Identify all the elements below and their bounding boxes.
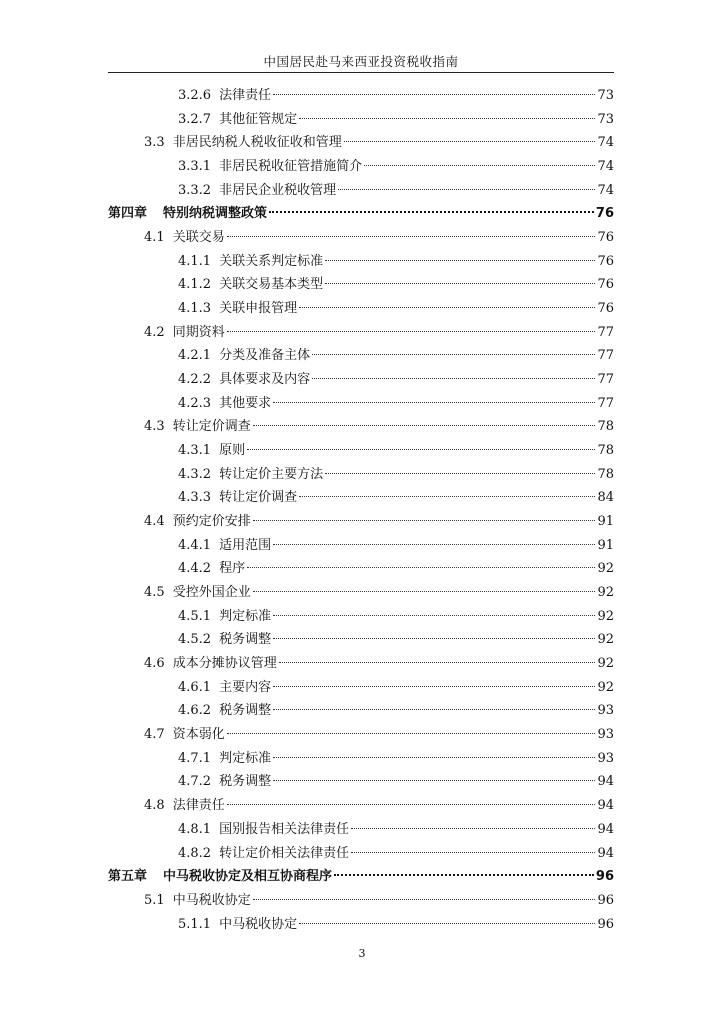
toc-entry-number: 4.1	[144, 230, 165, 246]
page-header-title: 中国居民赴马来西亚投资税收指南	[263, 54, 459, 69]
toc-entry-title: 适用范围	[219, 537, 272, 553]
toc-dot-leader	[227, 733, 596, 734]
toc-entry-page: 74	[597, 135, 614, 151]
table-of-contents	[108, 84, 614, 936]
toc-dot-leader	[227, 804, 596, 805]
toc-entry-number: 4.1.2	[178, 277, 212, 293]
toc-entry[interactable]	[108, 699, 614, 723]
toc-dot-leader	[253, 591, 596, 592]
toc-dot-leader	[299, 307, 595, 308]
toc-entry-title: 程序	[219, 561, 246, 577]
toc-entry-page: 92	[597, 679, 614, 695]
toc-dot-leader	[325, 473, 595, 474]
toc-entry-number: 4.7	[144, 727, 165, 743]
toc-entry-page: 84	[597, 490, 614, 506]
toc-entry-title: 同期资料	[172, 324, 225, 340]
toc-entry-page: 77	[597, 348, 614, 364]
toc-entry-page: 77	[597, 324, 614, 340]
toc-entry-title: 转让定价相关法律责任	[219, 845, 350, 861]
toc-dot-leader	[273, 638, 595, 639]
toc-entry[interactable]	[108, 250, 614, 274]
toc-entry-title: 关联交易基本类型	[219, 277, 324, 293]
toc-entry-title: 受控外国企业	[172, 585, 251, 601]
toc-dot-leader	[253, 899, 596, 900]
toc-dot-leader	[253, 520, 596, 521]
toc-entry[interactable]	[108, 226, 614, 250]
toc-entry-page: 92	[597, 561, 614, 577]
toc-entry-page: 74	[597, 159, 614, 175]
toc-entry-number: 4.7.2	[178, 774, 212, 790]
toc-entry[interactable]	[108, 913, 614, 937]
toc-entry-title: 判定标准	[219, 750, 272, 766]
toc-entry-number: 4.3.1	[178, 443, 212, 459]
toc-dot-leader	[269, 211, 594, 213]
toc-entry[interactable]	[108, 486, 614, 510]
toc-entry-page: 93	[597, 727, 614, 743]
toc-entry-title: 非居民纳税人税收征收和管理	[172, 135, 342, 151]
toc-entry[interactable]	[108, 842, 614, 866]
toc-entry-page: 96	[597, 916, 614, 932]
toc-entry-page: 94	[597, 774, 614, 790]
toc-dot-leader	[351, 852, 595, 853]
toc-entry-number: 4.7.1	[178, 750, 212, 766]
toc-entry-title: 关联申报管理	[219, 301, 298, 317]
toc-entry-title: 税务调整	[219, 632, 272, 648]
toc-entry-number: 4.3.3	[178, 490, 212, 506]
toc-entry-number: 4.2.2	[178, 372, 212, 388]
toc-entry-number: 3.3.1	[178, 159, 212, 175]
toc-dot-leader	[273, 544, 595, 545]
toc-entry[interactable]	[108, 155, 614, 179]
toc-dot-leader	[273, 686, 595, 687]
toc-entry-page: 92	[597, 585, 614, 601]
toc-entry-number: 4.3.2	[178, 466, 212, 482]
toc-dot-leader	[273, 402, 595, 403]
toc-entry-title: 其他要求	[219, 395, 272, 411]
toc-entry-title: 非居民企业税收管理	[219, 182, 337, 198]
toc-dot-leader	[227, 331, 596, 332]
toc-entry[interactable]	[108, 818, 614, 842]
toc-dot-leader	[299, 496, 595, 497]
toc-entry-title: 预约定价安排	[172, 514, 251, 530]
toc-entry[interactable]	[108, 344, 614, 368]
toc-dot-leader	[344, 141, 596, 142]
toc-dot-leader	[273, 615, 595, 616]
toc-dot-leader	[273, 757, 595, 758]
toc-dot-leader	[325, 260, 595, 261]
toc-entry-page: 96	[597, 892, 614, 908]
toc-entry-title: 中马税收协定	[172, 892, 251, 908]
toc-entry-title: 原则	[219, 443, 246, 459]
toc-entry[interactable]	[108, 84, 614, 108]
toc-entry-title: 转让定价主要方法	[219, 466, 324, 482]
toc-entry-number: 4.8.2	[178, 845, 212, 861]
toc-entry[interactable]	[108, 652, 614, 676]
toc-entry-page: 94	[597, 821, 614, 837]
toc-entry[interactable]	[108, 723, 614, 747]
toc-entry-number: 4.5.2	[178, 632, 212, 648]
toc-entry-title: 资本弱化	[172, 727, 225, 743]
toc-entry[interactable]	[108, 415, 614, 439]
toc-entry-page: 76	[595, 206, 614, 222]
toc-entry-number: 4.6.1	[178, 679, 212, 695]
toc-entry-number: 4.2.3	[178, 395, 212, 411]
toc-dot-leader	[253, 425, 596, 426]
toc-entry[interactable]	[108, 628, 614, 652]
toc-dot-leader	[299, 923, 595, 924]
toc-dot-leader	[247, 449, 595, 450]
toc-entry-number: 5.1.1	[178, 916, 212, 932]
toc-entry-title: 成本分摊协议管理	[172, 656, 277, 672]
toc-entry[interactable]	[108, 297, 614, 321]
toc-entry-page: 74	[597, 182, 614, 198]
toc-entry-number: 4.8	[144, 798, 165, 814]
toc-entry-title: 税务调整	[219, 703, 272, 719]
toc-entry-page: 76	[597, 301, 614, 317]
toc-dot-leader	[279, 662, 596, 663]
toc-entry-page: 96	[595, 869, 614, 885]
page-number: 3	[358, 947, 366, 960]
toc-entry-page: 91	[597, 514, 614, 530]
toc-entry[interactable]	[108, 889, 614, 913]
toc-entry-number: 4.4.2	[178, 561, 212, 577]
toc-entry-page: 93	[597, 750, 614, 766]
toc-entry-title: 关联关系判定标准	[219, 253, 324, 269]
toc-dot-leader	[338, 189, 595, 190]
toc-entry-title: 关联交易	[172, 230, 225, 246]
toc-entry-number: 4.5	[144, 585, 165, 601]
toc-entry-number: 3.3	[144, 135, 165, 151]
toc-entry-page: 73	[597, 111, 614, 127]
toc-entry-number: 3.2.6	[178, 88, 212, 103]
toc-dot-leader	[312, 378, 595, 379]
toc-entry-page: 91	[597, 537, 614, 553]
toc-entry[interactable]	[108, 557, 614, 581]
toc-entry-page: 78	[597, 466, 614, 482]
header-divider	[108, 72, 614, 73]
toc-entry-page: 94	[597, 845, 614, 861]
toc-entry-title: 转让定价调查	[172, 419, 251, 435]
toc-entry-page: 92	[597, 656, 614, 672]
toc-entry-number: 4.4.1	[178, 537, 212, 553]
toc-entry[interactable]	[108, 770, 614, 794]
toc-entry-number: 第五章	[108, 869, 148, 885]
toc-entry-page: 92	[597, 608, 614, 624]
toc-entry-page: 76	[597, 253, 614, 269]
toc-entry-title: 税务调整	[219, 774, 272, 790]
toc-entry-number: 第四章	[108, 206, 148, 222]
toc-entry-number: 4.2	[144, 324, 165, 340]
toc-entry-title: 法律责任	[219, 88, 272, 103]
toc-entry[interactable]	[108, 392, 614, 416]
toc-entry-number: 4.6	[144, 656, 165, 672]
toc-entry-page: 92	[597, 632, 614, 648]
toc-entry-title: 法律责任	[172, 798, 225, 814]
toc-entry-page: 76	[597, 230, 614, 246]
toc-dot-leader	[247, 567, 595, 568]
toc-entry-title: 特别纳税调整政策	[163, 206, 268, 222]
toc-entry-number: 5.1	[144, 892, 165, 908]
toc-entry-title: 中马税收协定及相互协商程序	[163, 869, 333, 885]
toc-entry-number: 4.1.3	[178, 301, 212, 317]
toc-entry-title: 国别报告相关法律责任	[219, 821, 350, 837]
toc-entry-title: 其他征管规定	[219, 111, 298, 127]
toc-entry-number: 3.2.7	[178, 111, 212, 127]
toc-chapter-entry[interactable]	[108, 865, 614, 889]
toc-entry[interactable]	[108, 794, 614, 818]
toc-entry-title: 具体要求及内容	[219, 372, 311, 388]
toc-entry[interactable]	[108, 108, 614, 132]
toc-entry[interactable]	[108, 463, 614, 487]
toc-entry-page: 78	[597, 419, 614, 435]
toc-entry-number: 4.6.2	[178, 703, 212, 719]
toc-entry[interactable]	[108, 368, 614, 392]
toc-entry-title: 判定标准	[219, 608, 272, 624]
toc-entry-page: 78	[597, 443, 614, 459]
toc-entry-page: 77	[597, 372, 614, 388]
toc-entry-title: 转让定价调查	[219, 490, 298, 506]
toc-entry-page: 93	[597, 703, 614, 719]
toc-dot-leader	[334, 874, 594, 876]
toc-entry-page: 73	[597, 88, 614, 103]
toc-entry-page: 76	[597, 277, 614, 293]
toc-entry[interactable]	[108, 510, 614, 534]
toc-entry-title: 主要内容	[219, 679, 272, 695]
toc-dot-leader	[273, 709, 595, 710]
toc-entry[interactable]	[108, 747, 614, 771]
toc-entry-number: 4.4	[144, 514, 165, 530]
toc-dot-leader	[273, 94, 595, 95]
toc-entry[interactable]	[108, 273, 614, 297]
toc-entry[interactable]	[108, 676, 614, 700]
toc-entry-page: 94	[597, 798, 614, 814]
toc-entry[interactable]	[108, 605, 614, 629]
toc-entry-title: 分类及准备主体	[219, 348, 311, 364]
toc-dot-leader	[273, 780, 595, 781]
toc-entry[interactable]	[108, 179, 614, 203]
toc-entry-number: 4.2.1	[178, 348, 212, 364]
toc-entry-title: 非居民税收征管措施简介	[219, 159, 363, 175]
toc-entry-title: 中马税收协定	[219, 916, 298, 932]
toc-entry[interactable]	[108, 321, 614, 345]
toc-dot-leader	[364, 165, 595, 166]
toc-dot-leader	[325, 283, 595, 284]
toc-entry[interactable]	[108, 439, 614, 463]
toc-entry-number: 4.3	[144, 419, 165, 435]
toc-entry-number: 4.5.1	[178, 608, 212, 624]
toc-entry-number: 3.3.2	[178, 182, 212, 198]
toc-entry-page: 77	[597, 395, 614, 411]
toc-entry-number: 4.1.1	[178, 253, 212, 269]
toc-entry[interactable]	[108, 131, 614, 155]
toc-entry[interactable]	[108, 534, 614, 558]
toc-entry[interactable]	[108, 581, 614, 605]
toc-dot-leader	[312, 354, 595, 355]
toc-dot-leader	[299, 118, 595, 119]
toc-chapter-entry[interactable]	[108, 202, 614, 226]
toc-dot-leader	[351, 828, 595, 829]
toc-dot-leader	[227, 236, 596, 237]
toc-entry-number: 4.8.1	[178, 821, 212, 837]
